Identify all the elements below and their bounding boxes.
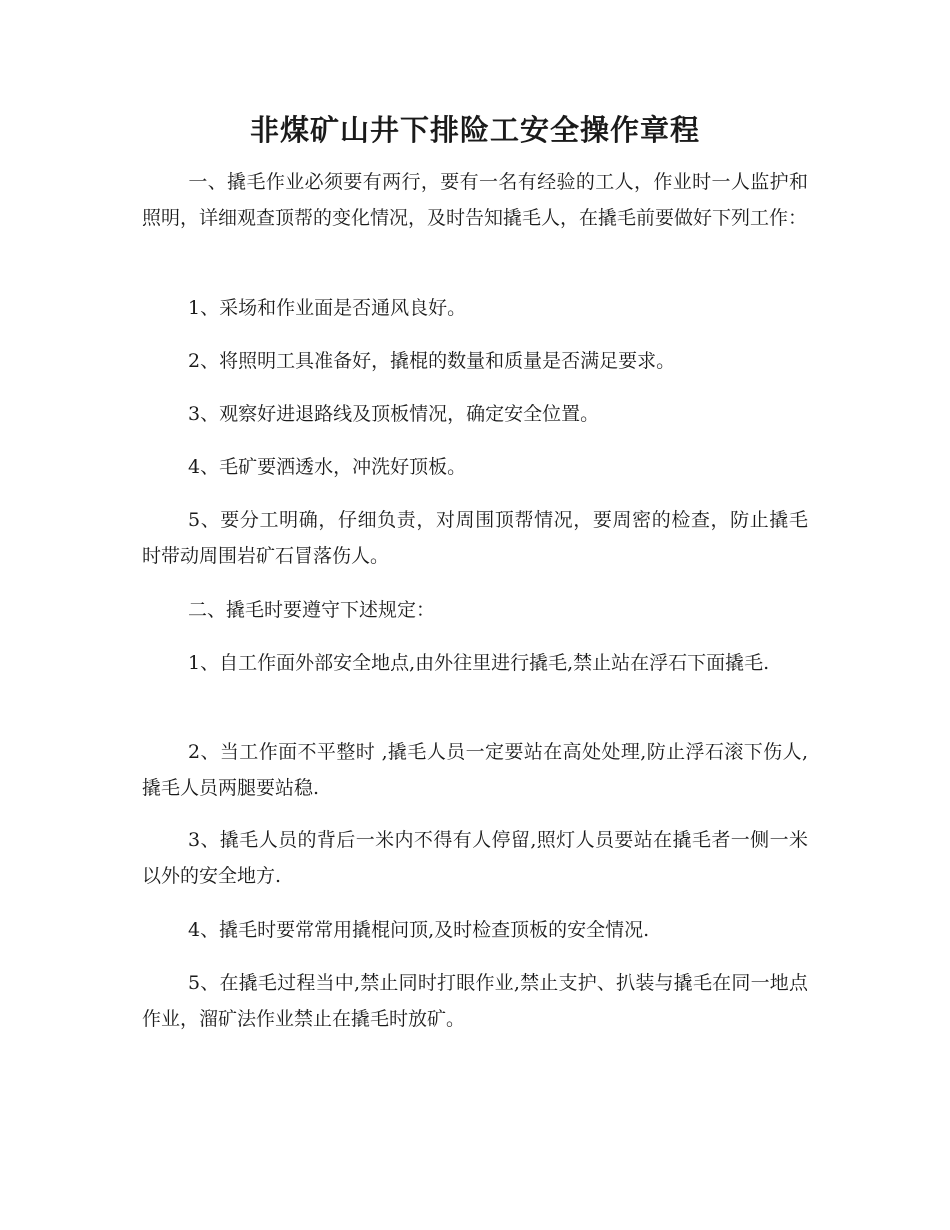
paragraph-item-2-5 <box>142 965 808 1037</box>
paragraph-item-2-3 <box>142 822 808 894</box>
paragraph-item-1-5 <box>142 502 808 574</box>
paragraph-item-1-4 <box>142 449 808 485</box>
paragraph-item-1-3 <box>142 396 808 432</box>
document-title: 非煤矿山井下排险工安全操作章程 <box>249 113 700 147</box>
paragraph-text: 一、撬毛作业必须要有两行，要有一名有经验的工人，作业时一人监护和照明，详细观查顶帮的变化情况，及时告知撬毛人，在撬毛前要做好下列工作： <box>142 171 808 229</box>
paragraph-item-1-2 <box>142 343 808 379</box>
paragraph-item-2-2 <box>142 734 808 806</box>
paragraph-text: 2、当工作面不平整时 ,撬毛人员一定要站在高处处理,防止浮石滚下伤人,撬毛人员两腿要站稳. <box>142 741 808 799</box>
paragraph-section-1-intro <box>142 164 808 236</box>
paragraph-text: 4、撬毛时要常常用撬棍问顶,及时检查顶板的安全情况. <box>188 919 650 941</box>
paragraph-text: 1、采场和作业面是否通风良好。 <box>188 297 467 319</box>
paragraph-item-2-4 <box>142 912 808 948</box>
paragraph-text: 1、自工作面外部安全地点,由外往里进行撬毛,禁止站在浮石下面撬毛. <box>188 652 770 674</box>
paragraph-text: 2、将照明工具准备好，撬棍的数量和质量是否满足要求。 <box>188 350 676 372</box>
paragraph-text: 5、在撬毛过程当中,禁止同时打眼作业,禁止支护、扒装与撬毛在同一地点作业，溜矿法作业禁止在撬毛时放矿。 <box>142 972 808 1030</box>
paragraph-text: 3、撬毛人员的背后一米内不得有人停留,照灯人员要站在撬毛者一侧一米以外的安全地方. <box>142 829 808 887</box>
paragraph-section-2-heading <box>142 592 808 628</box>
paragraph-text: 3、观察好进退路线及顶板情况，确定安全位置。 <box>188 403 600 425</box>
paragraph-text: 二、撬毛时要遵守下述规定： <box>188 599 436 621</box>
paragraph-text: 4、毛矿要洒透水，冲洗好顶板。 <box>188 456 467 478</box>
paragraph-item-2-1 <box>142 645 808 681</box>
paragraph-text: 5、要分工明确，仔细负责，对周围顶帮情况，要周密的检查，防止撬毛时带动周围岩矿石冒落伤人。 <box>142 509 808 567</box>
paragraph-item-1-1 <box>142 290 808 326</box>
